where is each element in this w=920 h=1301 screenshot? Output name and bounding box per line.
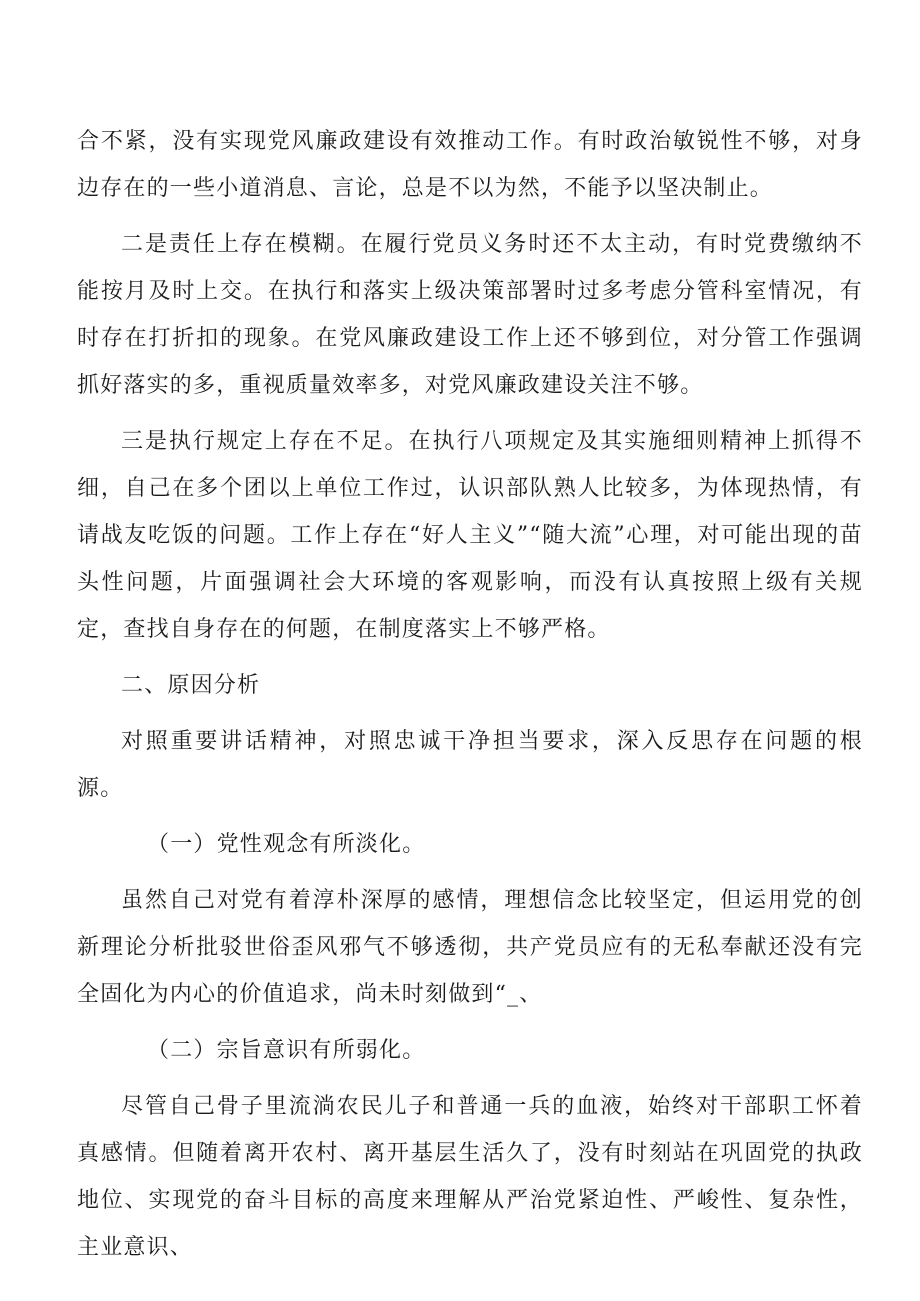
section-heading-cause-analysis: 二、原因分析 bbox=[121, 673, 261, 698]
subheading-party-spirit: （一）党性观念有所淡化。 bbox=[147, 832, 426, 857]
paragraph-purpose-awareness: 尽管自己骨子里流淌农民儿子和普通一兵的血液，始终对干部职工怀着真感情。但随着离开农村、离开基层生活久了，没有时刻站在巩固党的执政地位、实现党的奋斗目标的高度来理解从严治党紧迫性、严峻性、复杂性，主业意识、 bbox=[77, 1094, 863, 1260]
paragraph-continuation: 合不紧，没有实现党风廉政建设有效推动工作。有时政治敏锐性不够，对身边存在的一些小道消息、言论，总是不以为然，不能予以坚决制止。 bbox=[77, 129, 863, 201]
subheading-purpose-awareness: （二）宗旨意识有所弱化。 bbox=[147, 1038, 426, 1063]
paragraph-regulations: 三是执行规定上存在不足。在执行八项规定及其实施细则精神上抓得不细，自己在多个团以上单位工作过，认识部队熟人比较多，为体现热情，有请战友吃饭的问题。工作上存在“好人主义”“随大流”心理，对可能出现的苗头性问题，片面强调社会大环境的客观影响，而没有认真按照上级有关规定，查找自身存在的何题，在制度落实上不够严格。 bbox=[77, 429, 863, 642]
paragraph-party-spirit: 虽然自己对党有着淳朴深厚的感情，理想信念比较坚定，但运用党的创新理论分析批驳世俗歪风邪气不够透彻，共产党员应有的无私奉献还没有完全固化为内心的价值追求，尚未时刻做到“_、 bbox=[77, 888, 863, 1007]
paragraph-reflection: 对照重要讲话精神，对照忠诚干净担当要求，深入反思存在问题的根源。 bbox=[77, 729, 863, 801]
document-body bbox=[77, 118, 863, 1271]
paragraph-responsibility: 二是责任上存在模糊。在履行党员义务时还不太主动，有时党费缴纳不能按月及时上交。在执行和落实上级决策部署时过多考虑分管科室情况，有时存在打折扣的现象。在党风廉政建设工作上还不够到位，对分管工作强调抓好落实的多，重视质量效率多，对党风廉政建设关注不够。 bbox=[77, 232, 863, 398]
